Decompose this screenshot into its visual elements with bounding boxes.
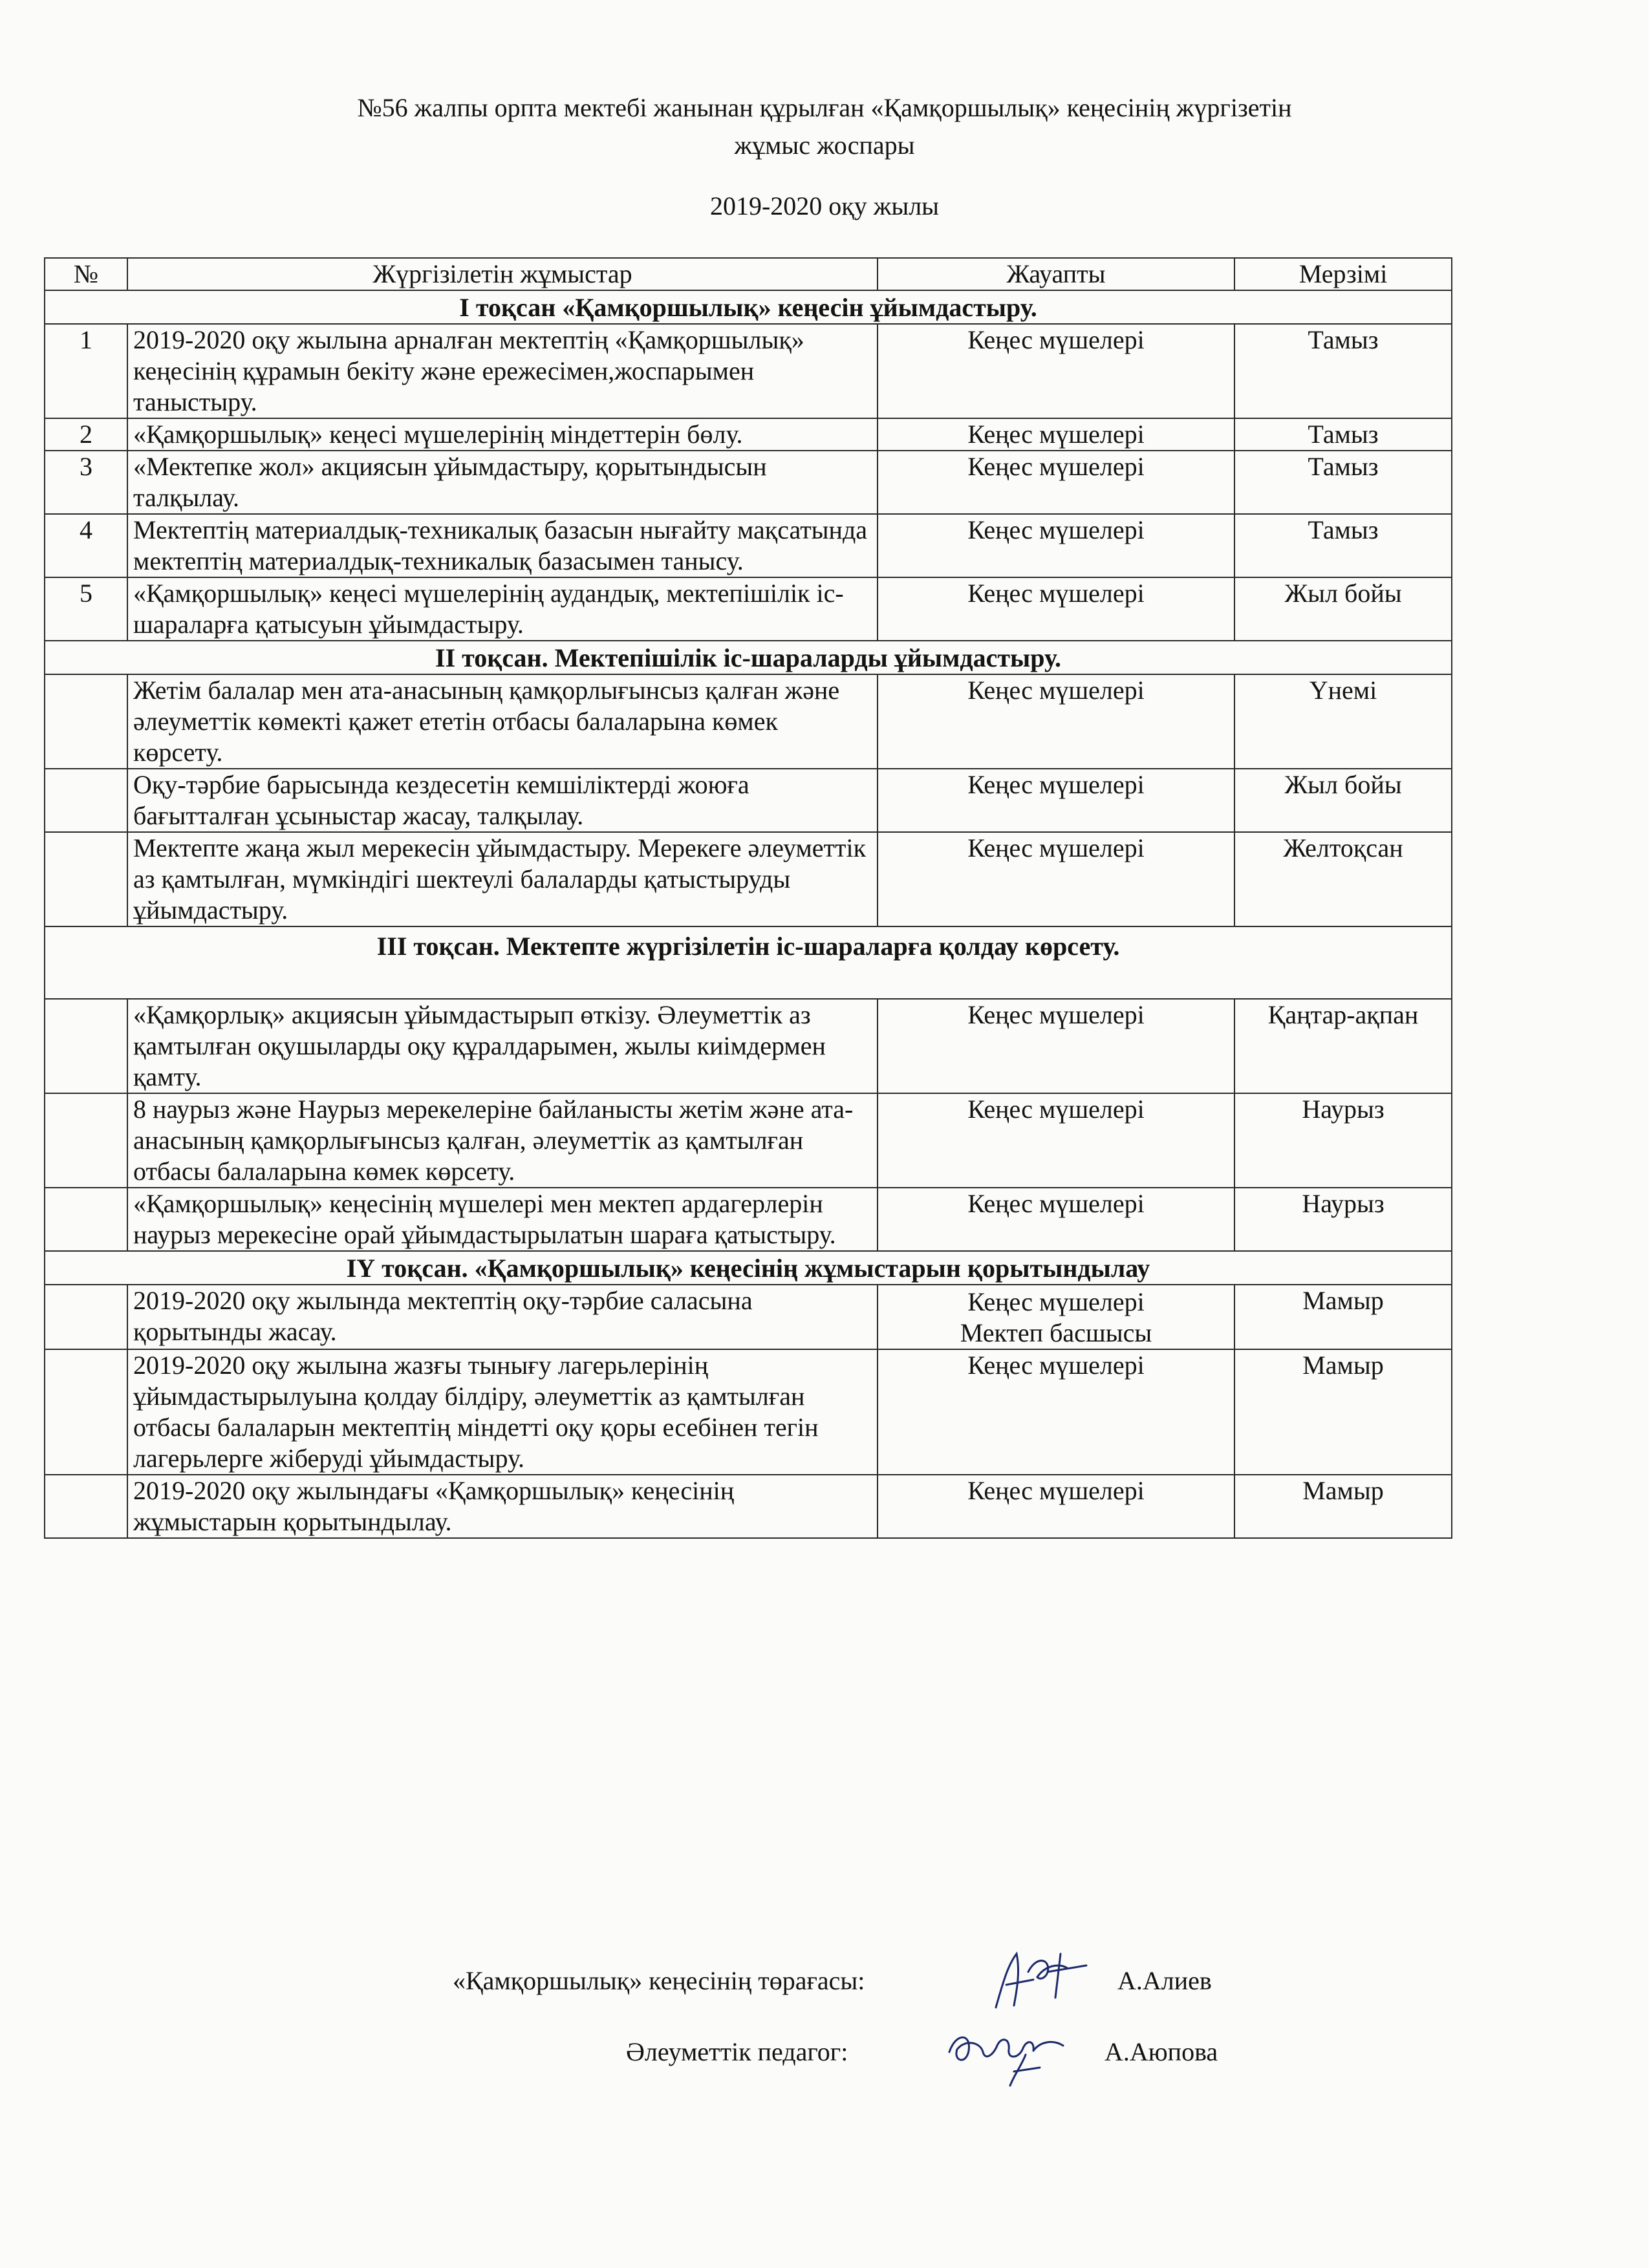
work-description: «Мектепке жол» акциясын ұйымдастыру, қорытындысын талқылау. bbox=[127, 451, 878, 514]
deadline: Тамыз bbox=[1234, 514, 1452, 577]
work-description: 8 наурыз және Наурыз мерекелеріне байланысты жетім және ата-анасының қамқорлығынсыз қалған, әлеуметтік аз қамтылған отбасы балаларына көмек көрсету. bbox=[127, 1093, 878, 1188]
deadline: Наурыз bbox=[1234, 1093, 1452, 1188]
section-title: ІҮ тоқсан. «Қамқоршылық» кеңесінің жұмыстарын қорытындылау bbox=[45, 1251, 1452, 1285]
row-number bbox=[45, 674, 127, 769]
deadline: Мамыр bbox=[1234, 1349, 1452, 1475]
row-number bbox=[45, 1188, 127, 1251]
responsible-party: Кеңес мүшелері bbox=[878, 451, 1234, 514]
table-row bbox=[45, 674, 1452, 769]
responsible-party: Кеңес мүшелері bbox=[878, 769, 1234, 832]
row-number bbox=[45, 1093, 127, 1188]
column-header-number: № bbox=[45, 258, 127, 290]
pedagogue-label: Әлеуметтік педагог: bbox=[626, 2037, 848, 2066]
section-header-row bbox=[45, 926, 1452, 999]
work-description: Мектепте жаңа жыл мерекесін ұйымдастыру. Мерекеге әлеуметтік аз қамтылған, мүмкіндігі шектеулі балаларды қатыстыруды ұйымдастыру. bbox=[127, 832, 878, 926]
pedagogue-handwritten-signature bbox=[943, 2013, 1072, 2091]
table-body bbox=[45, 290, 1452, 1538]
work-description: 2019-2020 оқу жылына арналған мектептің «Қамқоршылық» кеңесінің құрамын бекіту және ережесімен,жоспарымен таныстыру. bbox=[127, 324, 878, 418]
table-row bbox=[45, 324, 1452, 418]
work-description: «Қамқоршылық» кеңесі мүшелерінің міндеттерін бөлу. bbox=[127, 418, 878, 451]
row-number: 1 bbox=[45, 324, 127, 418]
deadline: Тамыз bbox=[1234, 324, 1452, 418]
section-header-row bbox=[45, 1251, 1452, 1285]
responsible-party: Кеңес мүшелері bbox=[878, 1349, 1234, 1475]
row-number: 2 bbox=[45, 418, 127, 451]
responsible-party: Кеңес мүшелері bbox=[878, 577, 1234, 641]
section-title: І тоқсан «Қамқоршылық» кеңесін ұйымдастыру. bbox=[45, 290, 1452, 324]
title-line-1: №56 жалпы орпта мектебі жанынан құрылған «Қамқоршылық» кеңесінің жүргізетін bbox=[357, 93, 1292, 122]
table-row bbox=[45, 514, 1452, 577]
deadline: Тамыз bbox=[1234, 418, 1452, 451]
deadline: Тамыз bbox=[1234, 451, 1452, 514]
academic-year: 2019-2020 оқу жылы bbox=[709, 191, 940, 220]
responsible-party: Кеңес мүшелері bbox=[878, 418, 1234, 451]
table-row bbox=[45, 1093, 1452, 1188]
responsible-party: Кеңес мүшелері bbox=[878, 1188, 1234, 1251]
table-row bbox=[45, 1188, 1452, 1251]
column-header-deadline: Мерзімі bbox=[1234, 258, 1452, 290]
row-number bbox=[45, 999, 127, 1093]
table-row bbox=[45, 999, 1452, 1093]
responsible-party: Кеңес мүшелері bbox=[878, 999, 1234, 1093]
section-title: ІІ тоқсан. Мектепішілік іс-шараларды ұйымдастыру. bbox=[45, 641, 1452, 674]
column-header-work: Жүргізілетін жұмыстар bbox=[127, 258, 878, 290]
responsible-party: Кеңес мүшелері bbox=[878, 674, 1234, 769]
work-description: Оқу-тәрбие барысында кездесетін кемшіліктерді жоюға бағытталған ұсыныстар жасау, талқылау. bbox=[127, 769, 878, 832]
work-description: 2019-2020 оқу жылында мектептің оқу-тәрбие саласына қорытынды жасау. bbox=[127, 1285, 878, 1349]
responsible-party: Кеңес мүшелері bbox=[878, 1093, 1234, 1188]
responsible-party-line: Кеңес мүшелері bbox=[967, 1287, 1145, 1316]
row-number: 3 bbox=[45, 451, 127, 514]
deadline: Үнемі bbox=[1234, 674, 1452, 769]
work-description: «Қамқоршылық» кеңесінің мүшелері мен мектеп ардагерлерін наурыз мерекесіне орай ұйымдастырылатын шараға қатыстыру. bbox=[127, 1188, 878, 1251]
table-row bbox=[45, 1475, 1452, 1538]
table-row bbox=[45, 418, 1452, 451]
deadline: Жыл бойы bbox=[1234, 769, 1452, 832]
work-description: Мектептің материалдық-техникалық базасын нығайту мақсатында мектептің материалдық-техникалық базасымен танысу. bbox=[127, 514, 878, 577]
deadline: Жыл бойы bbox=[1234, 577, 1452, 641]
row-number bbox=[45, 1349, 127, 1475]
column-header-responsible: Жауапты bbox=[878, 258, 1234, 290]
section-header-row bbox=[45, 641, 1452, 674]
work-description: Жетім балалар мен ата-анасының қамқорлығынсыз қалған және әлеуметтік көмекті қажет ететін отбасы балаларына көмек көрсету. bbox=[127, 674, 878, 769]
responsible-party-line: Мектеп басшысы bbox=[960, 1318, 1152, 1347]
deadline: Мамыр bbox=[1234, 1285, 1452, 1349]
deadline: Наурыз bbox=[1234, 1188, 1452, 1251]
deadline: Қаңтар-ақпан bbox=[1234, 999, 1452, 1093]
section-title: ІІІ тоқсан. Мектепте жүргізілетін іс-шараларға қолдау көрсету. bbox=[45, 926, 1452, 999]
table-row bbox=[45, 577, 1452, 641]
table-row bbox=[45, 451, 1452, 514]
pedagogue-name: А.Аюпова bbox=[1105, 2037, 1218, 2066]
pedagogue-signature-line bbox=[626, 2037, 1218, 2067]
work-description: 2019-2020 оқу жылына жазғы тынығу лагерьлерінің ұйымдастырылуына қолдау білдіру, әлеуметтік аз қамтылған отбасы балаларын мектептің міндетті оқу қоры есебінен тегін лагерьлерге жіберуді ұйымдастыру. bbox=[127, 1349, 878, 1475]
work-description: «Қамқорлық» акциясын ұйымдастырып өткізу. Әлеуметтік аз қамтылған оқушыларды оқу құралдарымен, жылы киімдермен қамту. bbox=[127, 999, 878, 1093]
chair-handwritten-signature bbox=[983, 1946, 1093, 2017]
row-number bbox=[45, 832, 127, 926]
chair-name: А.Алиев bbox=[1117, 1966, 1212, 1995]
document-title bbox=[0, 89, 1649, 164]
chair-label: «Қамқоршылық» кеңесінің төрағасы: bbox=[453, 1966, 865, 1995]
row-number: 4 bbox=[45, 514, 127, 577]
responsible-party bbox=[878, 1285, 1234, 1349]
responsible-party: Кеңес мүшелері bbox=[878, 832, 1234, 926]
table-row bbox=[45, 832, 1452, 926]
table-row bbox=[45, 1349, 1452, 1475]
chair-signature-line bbox=[453, 1965, 1212, 1996]
section-header-row bbox=[45, 290, 1452, 324]
row-number bbox=[45, 769, 127, 832]
deadline: Мамыр bbox=[1234, 1475, 1452, 1538]
responsible-party: Кеңес мүшелері bbox=[878, 1475, 1234, 1538]
row-number bbox=[45, 1285, 127, 1349]
work-description: 2019-2020 оқу жылындағы «Қамқоршылық» кеңесінің жұмыстарын қорытындылау. bbox=[127, 1475, 878, 1538]
work-plan-table bbox=[44, 257, 1452, 1539]
table-row bbox=[45, 1285, 1452, 1349]
responsible-party: Кеңес мүшелері bbox=[878, 514, 1234, 577]
row-number: 5 bbox=[45, 577, 127, 641]
table-row bbox=[45, 769, 1452, 832]
responsible-party: Кеңес мүшелері bbox=[878, 324, 1234, 418]
row-number bbox=[45, 1475, 127, 1538]
deadline: Желтоқсан bbox=[1234, 832, 1452, 926]
table-header-row bbox=[45, 258, 1452, 290]
title-line-2: жұмыс жоспары bbox=[734, 131, 915, 160]
work-description: «Қамқоршылық» кеңесі мүшелерінің аудандық, мектепішілік іс-шараларға қатысуын ұйымдастыру. bbox=[127, 577, 878, 641]
